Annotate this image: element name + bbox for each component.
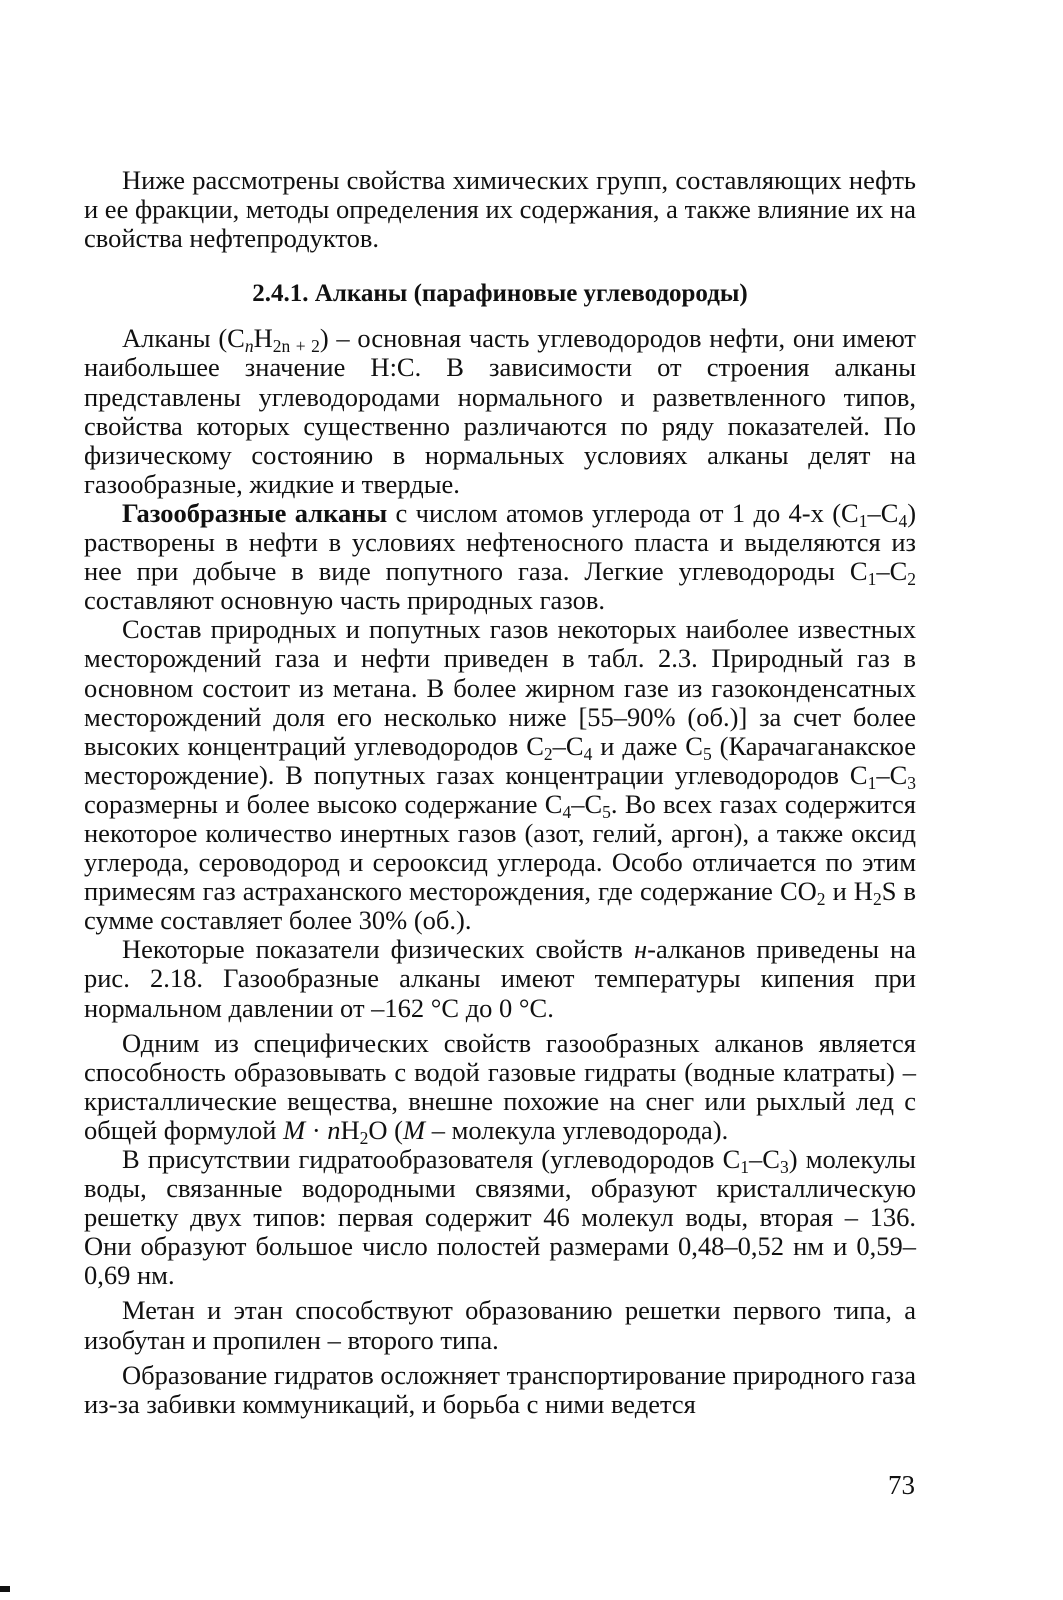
paragraph-hydrate-problems: Образование гидратов осложняет транспортирование природного газа из-за забивки коммуникаций, и борьба с ними ведется <box>84 1359 916 1419</box>
page-body <box>84 166 916 1419</box>
paragraph-gas-composition: Состав природных и попутных газов некоторых наиболее известных месторождений газа и нефти приведен в табл. 2.3. Природный газ в основном состоит из метана. В более жирном газе из газоконденсатных месторождений доля его несколько ниже [55–90% (об.)] за счет более высоких концентраций углеводородов $C_2-C_4$ и даже $C_5$ (Карачаганакское месторождение). В попутных газах концентрации углеводородов $C_1-C_3$ соразмерны и более высоко содержание $C_4-C_5$. Во всех газах содержится некоторое количество инертных газов (азот, гелий, аргон), а также оксид углерода, сероводород и серооксид углерода. Особо отличается по этим примесям газ астраханского месторождения, где содержание $CO_2$ и $H_2S$ в сумме составляет более 30% (об.). <box>84 614 916 936</box>
intro-paragraph: Ниже рассмотрены свойства химических групп, составляющих нефть и ее фракции, методы определения их содержания, а также влияние их на свойства нефтепродуктов. <box>84 165 916 254</box>
paragraph-physical-properties: Некоторые показатели физических свойств н-алканов приведены на рис. 2.18. Газообразные алканы имеют температуры кипения при нормальном давлении от –162 °С до 0 °С. <box>84 934 916 1023</box>
page-number: 73 <box>888 1470 915 1500</box>
paragraph-alkanes: Алканы $(C_nH_{2n + 2})$ – основная часть углеводородов нефти, они имеют наибольшее значение H:C. В зависимости от строения алканы представлены углеводородами нормального и разветвленного типов, свойства которых существенно различаются по ряду показателей. По физическому состоянию в нормальных условиях алканы делят на газообразные, жидкие и твердые. <box>84 323 916 499</box>
paragraph-hydrate-lattice: В присутствии гидратообразователя (углеводородов $C_1-C_3$) молекулы воды, связанные водородными связями, образуют кристаллическую решетку двух типов: первая содержит 46 молекул воды, вторая – 136. Они образуют большое число полостей размерами 0,48–0,52 нм и 0,59–0,69 нм. <box>84 1144 916 1291</box>
section-heading: 2.4.1. Алканы (парафиновые углеводороды) <box>252 280 748 308</box>
paragraph-gas-hydrates: Одним из специфических свойств газообразных алканов является способность образовывать с водой газовые гидраты (водные клатраты) – кристаллические вещества, внешне похожие на снег или рыхлый лед с общей формулой $M \cdot nH_2O$ (M – молекула углеводорода). <box>84 1027 916 1148</box>
paragraph-gaseous-alkanes: Газообразные алканы с числом атомов углерода от 1 до 4-х $(C_1-C_4)$ растворены в нефти в условиях нефтеносного пласта и выделяются из нее при добыче в виде попутного газа. Легкие углеводороды $C_1-C_2$ составляют основную часть природных газов. <box>84 497 917 616</box>
paragraph-lattice-types: Метан и этан способствуют образованию решетки первого типа, а изобутан и пропилен – второго типа. <box>84 1295 916 1355</box>
scan-mark <box>0 1586 10 1592</box>
